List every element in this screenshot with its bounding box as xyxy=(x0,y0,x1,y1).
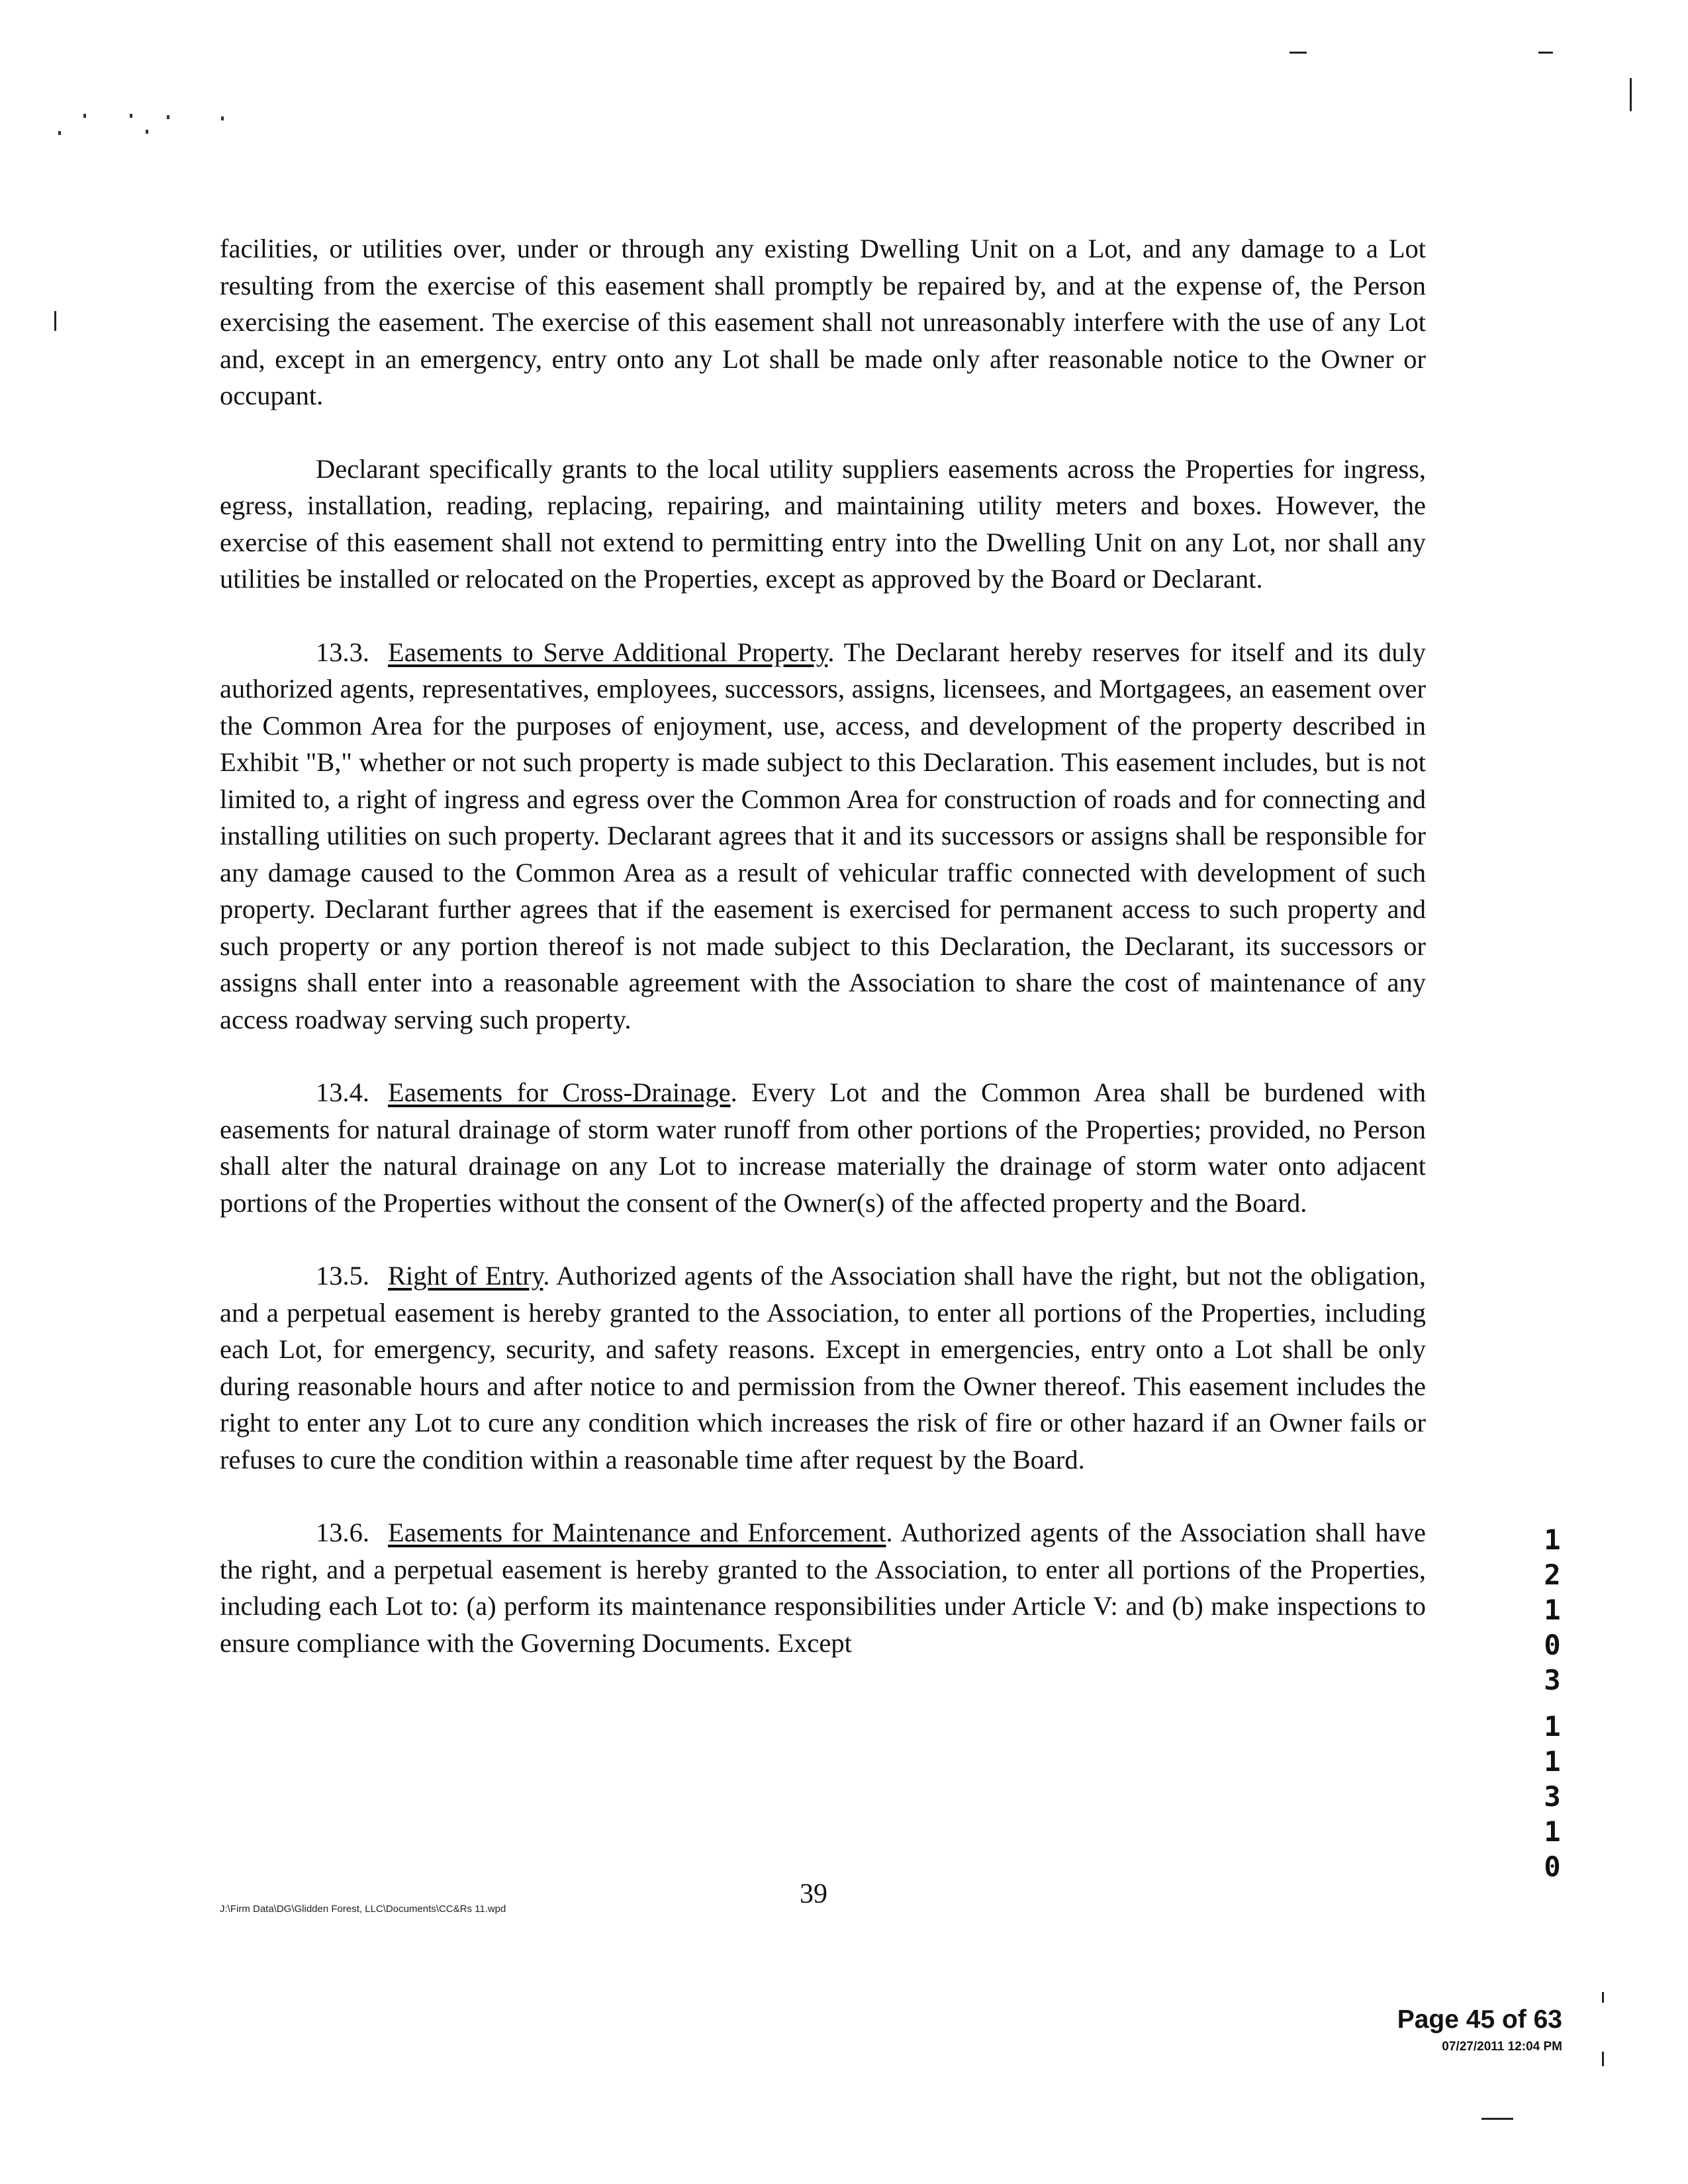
section-number: 13.5. xyxy=(316,1261,369,1291)
recording-digit: 2 xyxy=(1544,1559,1561,1591)
section-text: . Authorized agents of the Association shall have the right, and a perpetual easement is hereby granted to the Association, to enter all portions of the Properties, including each Lot to: (a) perform its maintenance responsibilities under Article V: and (b) make inspections to ensure compliance with the Governing Documents. Except xyxy=(220,1518,1426,1658)
scan-speck-2 xyxy=(83,114,86,118)
section-title: Easements for Maintenance and Enforcement xyxy=(388,1518,886,1547)
section-text: . The Declarant hereby reserves for itself and its duly authorized agents, representatives, employees, successors, assigns, licensees, and Mortgagees, an easement over the Common Area for the purposes of enjoyment, use, access, and development of the property described in Exhibit "B," whether or not such property is made subject to this Declaration. This easement includes, but is not limited to, a right of ingress and egress over the Common Area for construction of roads and for connecting and installing utilities on such property. Declarant agrees that it and its successors or assigns shall be responsible for any damage caused to the Common Area as a result of vehicular traffic connected with development of such property. Declarant further agrees that if the easement is exercised for permanent access to such property and such property or any portion thereof is not made subject to this Declaration, the Declarant, its successors or assigns shall enter into a reasonable agreement with the Association to share the cost of maintenance of any access roadway serving such property. xyxy=(220,637,1426,1034)
scan-mark-bottom-1 xyxy=(1602,1992,1604,2003)
recording-digit: 1 xyxy=(1544,1745,1561,1778)
section-13-3 xyxy=(220,634,1426,1038)
scan-mark-bottom-3 xyxy=(1481,2118,1513,2120)
paragraph-utility-damage: facilities, or utilities over, under or through any existing Dwelling Unit on a Lot, and any damage to a Lot resulting from the exercise of this easement shall promptly be repaired by, and at the expense of, the Person exercising the easement. The exercise of this easement shall not unreasonably interfere with the use of any Lot and, except in an emergency, entry onto any Lot shall be made only after reasonable notice to the Owner or occupant. xyxy=(220,234,1426,410)
scan-speck-6 xyxy=(221,116,224,120)
scan-mark-bottom-2 xyxy=(1602,2052,1604,2066)
scan-mark-left xyxy=(54,311,56,331)
recorder-date-stamp: 07/27/2011 12:04 PM xyxy=(1442,2040,1562,2054)
scan-speck-4 xyxy=(146,130,148,134)
section-number: 13.6. xyxy=(316,1518,369,1547)
recorder-page-stamp: Page 45 of 63 xyxy=(1397,2005,1562,2034)
section-title: Easements to Serve Additional Property xyxy=(388,637,828,667)
scan-speck-5 xyxy=(167,115,169,119)
page-number: 39 xyxy=(800,1879,827,1909)
section-13-6 xyxy=(220,1514,1426,1661)
section-13-5 xyxy=(220,1257,1426,1478)
recording-digit: 0 xyxy=(1544,1850,1561,1883)
section-text: . Authorized agents of the Association shall have the right, but not the obligation, and a perpetual easement is hereby granted to the Association, to enter all portions of the Properties, including each Lot, for emergency, security, and safety reasons. Except in emergencies, entry onto a Lot shall be only during reasonable hours and after notice to and permission from the Owner thereof. This easement includes the right to enter any Lot to cure any condition which increases the risk of fire or other hazard if an Owner fails or refuses to cure the condition within a reasonable time after request by the Board. xyxy=(220,1261,1426,1475)
recording-digit: 1 xyxy=(1544,1710,1561,1743)
recording-number-group-2 xyxy=(1536,1709,1569,1884)
scan-mark-right-edge xyxy=(1630,78,1632,111)
scan-mark-top-1 xyxy=(1289,52,1307,54)
recording-digit: 1 xyxy=(1544,1815,1561,1848)
section-text: . Every Lot and the Common Area shall be burdened with easements for natural drainage of storm water runoff from other portions of the Properties; provided, no Person shall alter the natural drainage on any Lot to increase materially the drainage of storm water onto adjacent portions of the Properties without the consent of the Owner(s) of the affected property and the Board. xyxy=(220,1077,1427,1218)
section-number: 13.3. xyxy=(316,637,369,667)
recording-digit: 0 xyxy=(1544,1629,1561,1661)
recording-digit: 1 xyxy=(1544,1524,1561,1556)
recording-digit: 1 xyxy=(1544,1594,1561,1626)
footer-file-path: J:\Firm Data\DG\Glidden Forest, LLC\Documents\CC&Rs 11.wpd xyxy=(220,1903,506,1915)
scan-speck-1 xyxy=(58,131,61,135)
recording-digit: 3 xyxy=(1544,1780,1561,1813)
document-body xyxy=(220,230,1426,1698)
paragraph-utility-suppliers: Declarant specifically grants to the local utility suppliers easements across the Properties for ingress, egress, installation, reading, replacing, repairing, and maintaining utility meters and boxes. However, the exercise of this easement shall not extend to permitting entry into the Dwelling Unit on any Lot, nor shall any utilities be installed or relocated on the Properties, except as approved by the Board or Declarant. xyxy=(220,453,1426,594)
section-number: 13.4. xyxy=(316,1077,369,1107)
section-title: Right of Entry xyxy=(388,1261,543,1291)
section-title: Easements for Cross-Drainage xyxy=(388,1077,731,1107)
recording-number-group-1 xyxy=(1536,1522,1569,1698)
section-13-4 xyxy=(220,1074,1426,1221)
recording-digit: 3 xyxy=(1544,1664,1561,1696)
scan-speck-3 xyxy=(130,114,132,118)
scan-mark-top-2 xyxy=(1538,52,1553,54)
